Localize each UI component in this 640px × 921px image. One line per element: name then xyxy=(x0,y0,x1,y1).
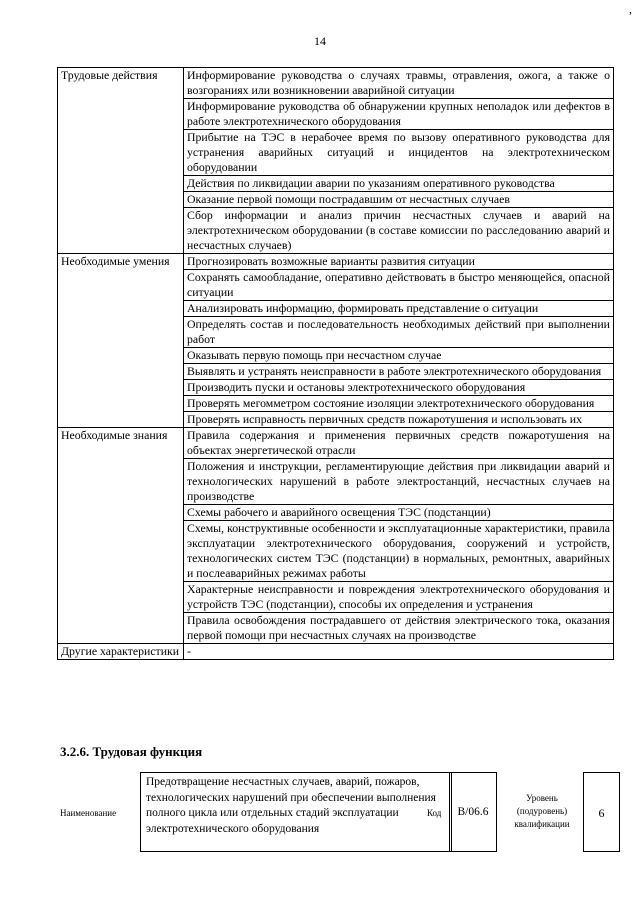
row-item: Схемы рабочего и аварийного освещения ТЭС (подстанции) xyxy=(184,505,614,521)
row-item: - xyxy=(184,644,614,660)
row-item: Сбор информации и анализ причин несчастных случаев и аварий на электротехническом оборудовании (в составе комиссии по расследованию аварий и несчастных случаев) xyxy=(184,208,614,254)
row-item: Действия по ликвидации аварии по указаниям оперативного руководства xyxy=(184,176,614,192)
row-item: Анализировать информацию, формировать представление о ситуации xyxy=(184,301,614,317)
row-header: Необходимые умения xyxy=(58,254,184,428)
page-number: 14 xyxy=(314,34,326,48)
row-item: Проверять мегомметром состояние изоляции электротехнического оборудования xyxy=(184,396,614,412)
row-item: Оказывать первую помощь при несчастном случае xyxy=(184,348,614,364)
row-item: Прогнозировать возможные варианты развития ситуации xyxy=(184,254,614,270)
code-label: Код xyxy=(427,808,442,818)
table-row xyxy=(58,428,614,459)
row-item: Проверять исправность первичных средств пожаротушения и использовать их xyxy=(184,412,614,428)
row-item: Информирование руководства о случаях травмы, отравления, ожога, а также о возгораниях или возникновении аварийной ситуации xyxy=(184,68,614,99)
section-title: 3.2.6. Трудовая функция xyxy=(60,744,203,759)
table-row xyxy=(58,644,614,660)
row-header: Трудовые действия xyxy=(58,68,184,254)
row-item: Правила содержания и применения первичных средств пожаротушения на объектах энергетической отрасли xyxy=(184,428,614,459)
row-item: Положения и инструкции, регламентирующие действия при ликвидации аварий и технологических нарушений в работе электростанций, несчастных случаев на производстве xyxy=(184,459,614,505)
name-label: Наименование xyxy=(60,808,117,818)
row-item: Информирование руководства об обнаружении крупных неполадок или дефектов в работе электротехнического оборудования xyxy=(184,99,614,130)
row-item: Прибытие на ТЭС в нерабочее время по вызову оперативного руководства для устранения аварийных ситуаций и инцидентов на электротехническом оборудовании xyxy=(184,130,614,176)
row-item: Правила освобождения пострадавшего от действия электрического тока, оказания первой помощи при несчастных случаях на производстве xyxy=(184,613,614,644)
row-header: Необходимые знания xyxy=(58,428,184,644)
code-value: B/06.6 xyxy=(449,772,497,852)
corner-mark: , xyxy=(629,2,632,16)
labor-function-table xyxy=(57,67,614,660)
row-item: Производить пуски и остановы электротехнического оборудования xyxy=(184,380,614,396)
row-item: Оказание первой помощи пострадавшим от несчастных случаев xyxy=(184,192,614,208)
name-value: Предотвращение несчастных случаев, аварий, пожаров, технологических нарушений при обеспечении выполнения полного цикла или отдельных стадий эксплуатации электротехнического оборудования xyxy=(140,772,452,852)
level-label: Уровень (подуровень) квалификации xyxy=(514,793,570,829)
level-value: 6 xyxy=(583,772,620,852)
table-body xyxy=(58,68,614,660)
table-row xyxy=(58,68,614,99)
row-item: Сохранять самообладание, оперативно действовать в быстро меняющейся, опасной ситуации xyxy=(184,270,614,301)
row-item: Схемы, конструктивные особенности и эксплуатационные характеристики, правила эксплуатации электротехнического оборудования, сооружений и устройств, технологических систем ТЭС (подстанции) в нормальных, ремонтных, аварийных и послеаварийных режимах работы xyxy=(184,521,614,582)
row-item: Определять состав и последовательность необходимых действий при выполнении работ xyxy=(184,317,614,348)
table-row xyxy=(58,254,614,270)
function-info-row xyxy=(60,772,620,854)
row-header: Другие характеристики xyxy=(58,644,184,660)
row-item: Характерные неисправности и повреждения электротехнического оборудования и устройств ТЭС (подстанции), способы их определения и устранения xyxy=(184,582,614,613)
row-item: Выявлять и устранять неисправности в работе электротехнического оборудования xyxy=(184,364,614,380)
